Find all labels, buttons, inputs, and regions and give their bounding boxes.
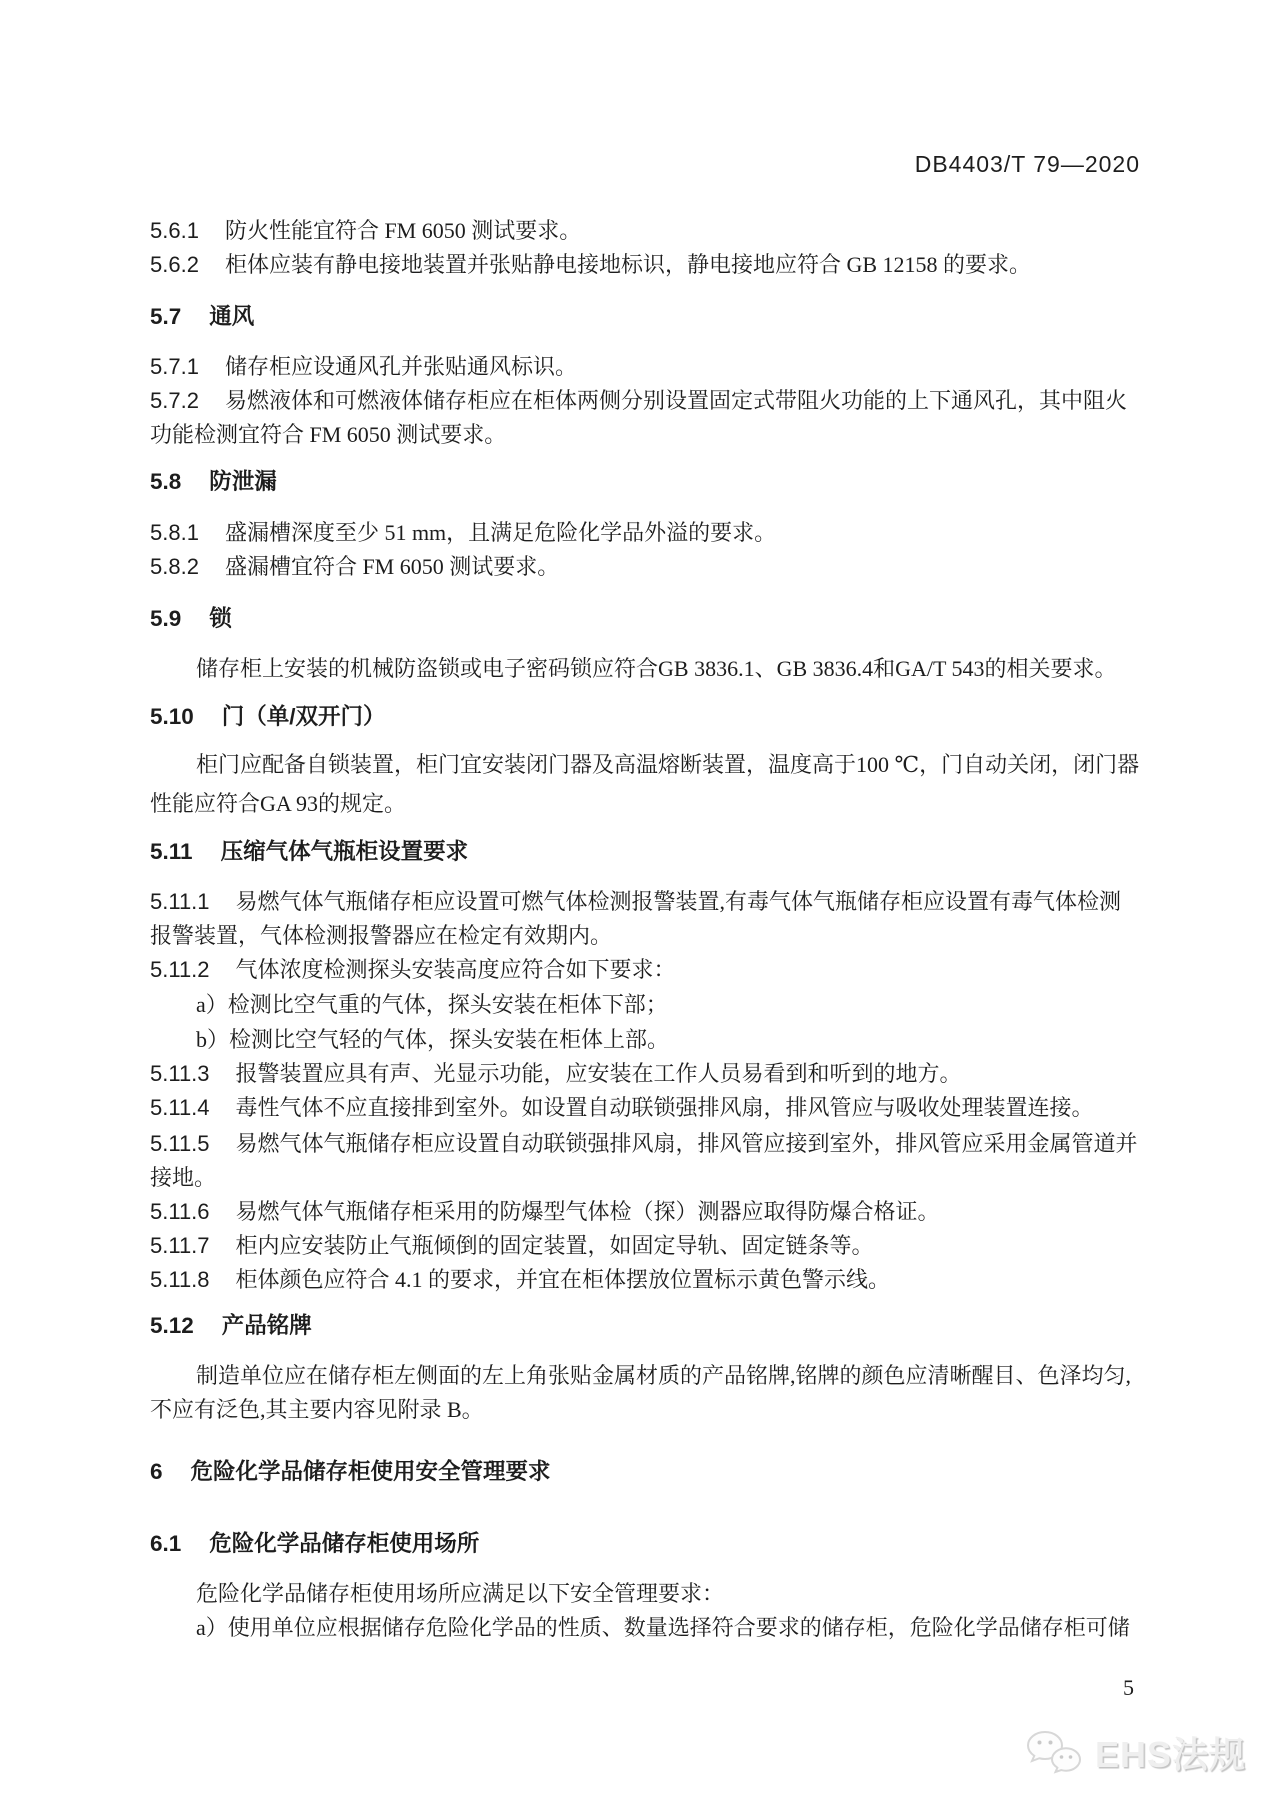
section-number: 5.7 xyxy=(150,304,182,329)
clause-5-11-4 xyxy=(150,1091,1140,1125)
clause-number: 5.11.6 xyxy=(150,1199,210,1224)
clause-5-11-5 xyxy=(150,1127,1140,1161)
clause-number: 5.11.4 xyxy=(150,1095,210,1120)
clause-5-7-2 xyxy=(150,384,1140,418)
section-title: 压缩气体气瓶柜设置要求 xyxy=(220,839,469,864)
clause-5-8-1 xyxy=(150,516,1140,550)
clause-number: 5.6.2 xyxy=(150,252,199,277)
section-number: 5.10 xyxy=(150,704,194,729)
clause-5-11-1-continued: 报警装置，气体检测报警器应在检定有效期内。 xyxy=(150,923,613,948)
clause-number: 5.11.3 xyxy=(150,1061,210,1086)
section-title: 通风 xyxy=(209,304,255,329)
clause-text: 盛漏槽宜符合 FM 6050 测试要求。 xyxy=(224,554,560,579)
paragraph-5-12: 制造单位应在储存柜左侧面的左上角张贴金属材质的产品铭牌,铭牌的颜色应清晰醒目、色泽均匀, xyxy=(196,1363,1132,1388)
clause-text: 易燃气体气瓶储存柜应设置可燃气体检测报警装置,有毒气体气瓶储存柜应设置有毒气体检测 xyxy=(235,889,1122,914)
clause-text: 毒性气体不应直接排到室外。如设置自动联锁强排风扇，排风管应与吸收处理装置连接。 xyxy=(235,1095,1094,1120)
clause-number: 5.8.2 xyxy=(150,554,199,579)
clause-5-11-8 xyxy=(150,1263,1140,1297)
clause-text: 气体浓度检测探头安装高度应符合如下要求： xyxy=(235,957,676,982)
clause-number: 5.11.1 xyxy=(150,889,210,914)
section-number: 5.11 xyxy=(150,839,193,864)
section-title: 防泄漏 xyxy=(209,469,277,494)
list-item-b: b）检测比空气轻的气体，探头安装在柜体上部。 xyxy=(196,1027,670,1052)
clause-text: 易燃气体气瓶储存柜应设置自动联锁强排风扇，排风管应接到室外，排风管应采用金属管道并 xyxy=(235,1131,1138,1156)
section-number: 6.1 xyxy=(150,1531,182,1556)
paragraph-6-1: 危险化学品储存柜使用场所应满足以下安全管理要求： xyxy=(196,1581,725,1606)
clause-text: 柜体颜色应符合 4.1 的要求，并宜在柜体摆放位置标示黄色警示线。 xyxy=(235,1267,891,1292)
page-number: 5 xyxy=(1123,1675,1134,1700)
clause-5-11-1 xyxy=(150,885,1140,919)
section-title: 门（单/双开门） xyxy=(221,704,386,729)
clause-text: 报警装置应具有声、光显示功能，应安装在工作人员易看到和听到的地方。 xyxy=(235,1061,962,1086)
paragraph-5-12-continued: 不应有泛色,其主要内容见附录 B。 xyxy=(150,1397,484,1422)
clause-text: 盛漏槽深度至少 51 mm，且满足危险化学品外溢的要求。 xyxy=(224,520,777,545)
section-heading-5-12 xyxy=(150,1309,1140,1343)
list-item-a: a）检测比空气重的气体，探头安装在柜体下部； xyxy=(196,992,668,1017)
wechat-icon xyxy=(1023,1726,1085,1778)
clause-number: 5.11.5 xyxy=(150,1131,210,1156)
clause-text: 柜内应安装防止气瓶倾倒的固定装置，如固定导轨、固定链条等。 xyxy=(235,1233,874,1258)
clause-text: 防火性能宜符合 FM 6050 测试要求。 xyxy=(224,218,582,243)
clause-5-7-2-continued: 功能检测宜符合 FM 6050 测试要求。 xyxy=(150,422,507,447)
clause-5-11-3 xyxy=(150,1057,1140,1091)
clause-number: 5.8.1 xyxy=(150,520,199,545)
standard-number-header: DB4403/T 79—2020 xyxy=(914,151,1140,177)
clause-text: 储存柜应设通风孔并张贴通风标识。 xyxy=(224,354,577,379)
section-heading-5-7 xyxy=(150,300,1140,334)
clause-text: 易燃气体气瓶储存柜采用的防爆型气体检（探）测器应取得防爆合格证。 xyxy=(235,1199,940,1224)
paragraph-5-10: 柜门应配备自锁装置，柜门宜安装闭门器及高温熔断装置，温度高于100 ℃，门自动关闭，闭门器 xyxy=(196,752,1140,777)
clause-text: 易燃液体和可燃液体储存柜应在柜体两侧分别设置固定式带阻火功能的上下通风孔，其中阻火 xyxy=(224,388,1127,413)
clause-text: 柜体应装有静电接地装置并张贴静电接地标识，静电接地应符合 GB 12158 的要求。 xyxy=(224,252,1032,277)
clause-5-11-2 xyxy=(150,953,1140,987)
clause-5-11-5-continued: 接地。 xyxy=(150,1165,217,1190)
clause-5-6-2 xyxy=(150,248,1140,282)
section-number: 5.12 xyxy=(150,1313,194,1338)
clause-number: 5.11.7 xyxy=(150,1233,210,1258)
clause-number: 5.6.1 xyxy=(150,218,199,243)
clause-5-11-6 xyxy=(150,1195,1140,1229)
paragraph-5-9: 储存柜上安装的机械防盗锁或电子密码锁应符合GB 3836.1、GB 3836.4和GA/T 543的相关要求。 xyxy=(196,656,1117,681)
paragraph-5-10-continued: 性能应符合GA 93的规定。 xyxy=(150,791,407,816)
clause-number: 5.11.2 xyxy=(150,957,210,982)
watermark-label: EHS法规 xyxy=(1094,1733,1246,1775)
clause-number: 5.11.8 xyxy=(150,1267,210,1292)
clause-5-7-1 xyxy=(150,350,1140,384)
chapter-title: 危险化学品储存柜使用安全管理要求 xyxy=(190,1459,551,1484)
section-title: 锁 xyxy=(209,606,232,631)
list-item-a-6-1: a）使用单位应根据储存危险化学品的性质、数量选择符合要求的储存柜，危险化学品储存柜可储 xyxy=(196,1615,1130,1640)
section-heading-5-10 xyxy=(150,700,1140,734)
section-title: 产品铭牌 xyxy=(221,1313,312,1338)
clause-number: 5.7.1 xyxy=(150,354,199,379)
section-title: 危险化学品储存柜使用场所 xyxy=(209,1531,480,1556)
clause-5-11-7 xyxy=(150,1229,1140,1263)
section-heading-5-11 xyxy=(150,835,1140,869)
clause-5-8-2 xyxy=(150,550,1140,584)
section-heading-5-8 xyxy=(150,465,1140,499)
chapter-number: 6 xyxy=(150,1459,163,1484)
clause-5-6-1 xyxy=(150,214,1140,248)
ehs-watermark xyxy=(1023,1726,1246,1778)
section-heading-5-9 xyxy=(150,602,1140,636)
section-heading-6-1 xyxy=(150,1527,1140,1561)
section-number: 5.8 xyxy=(150,469,182,494)
section-number: 5.9 xyxy=(150,606,182,631)
chapter-heading-6 xyxy=(150,1455,1140,1489)
clause-number: 5.7.2 xyxy=(150,388,199,413)
